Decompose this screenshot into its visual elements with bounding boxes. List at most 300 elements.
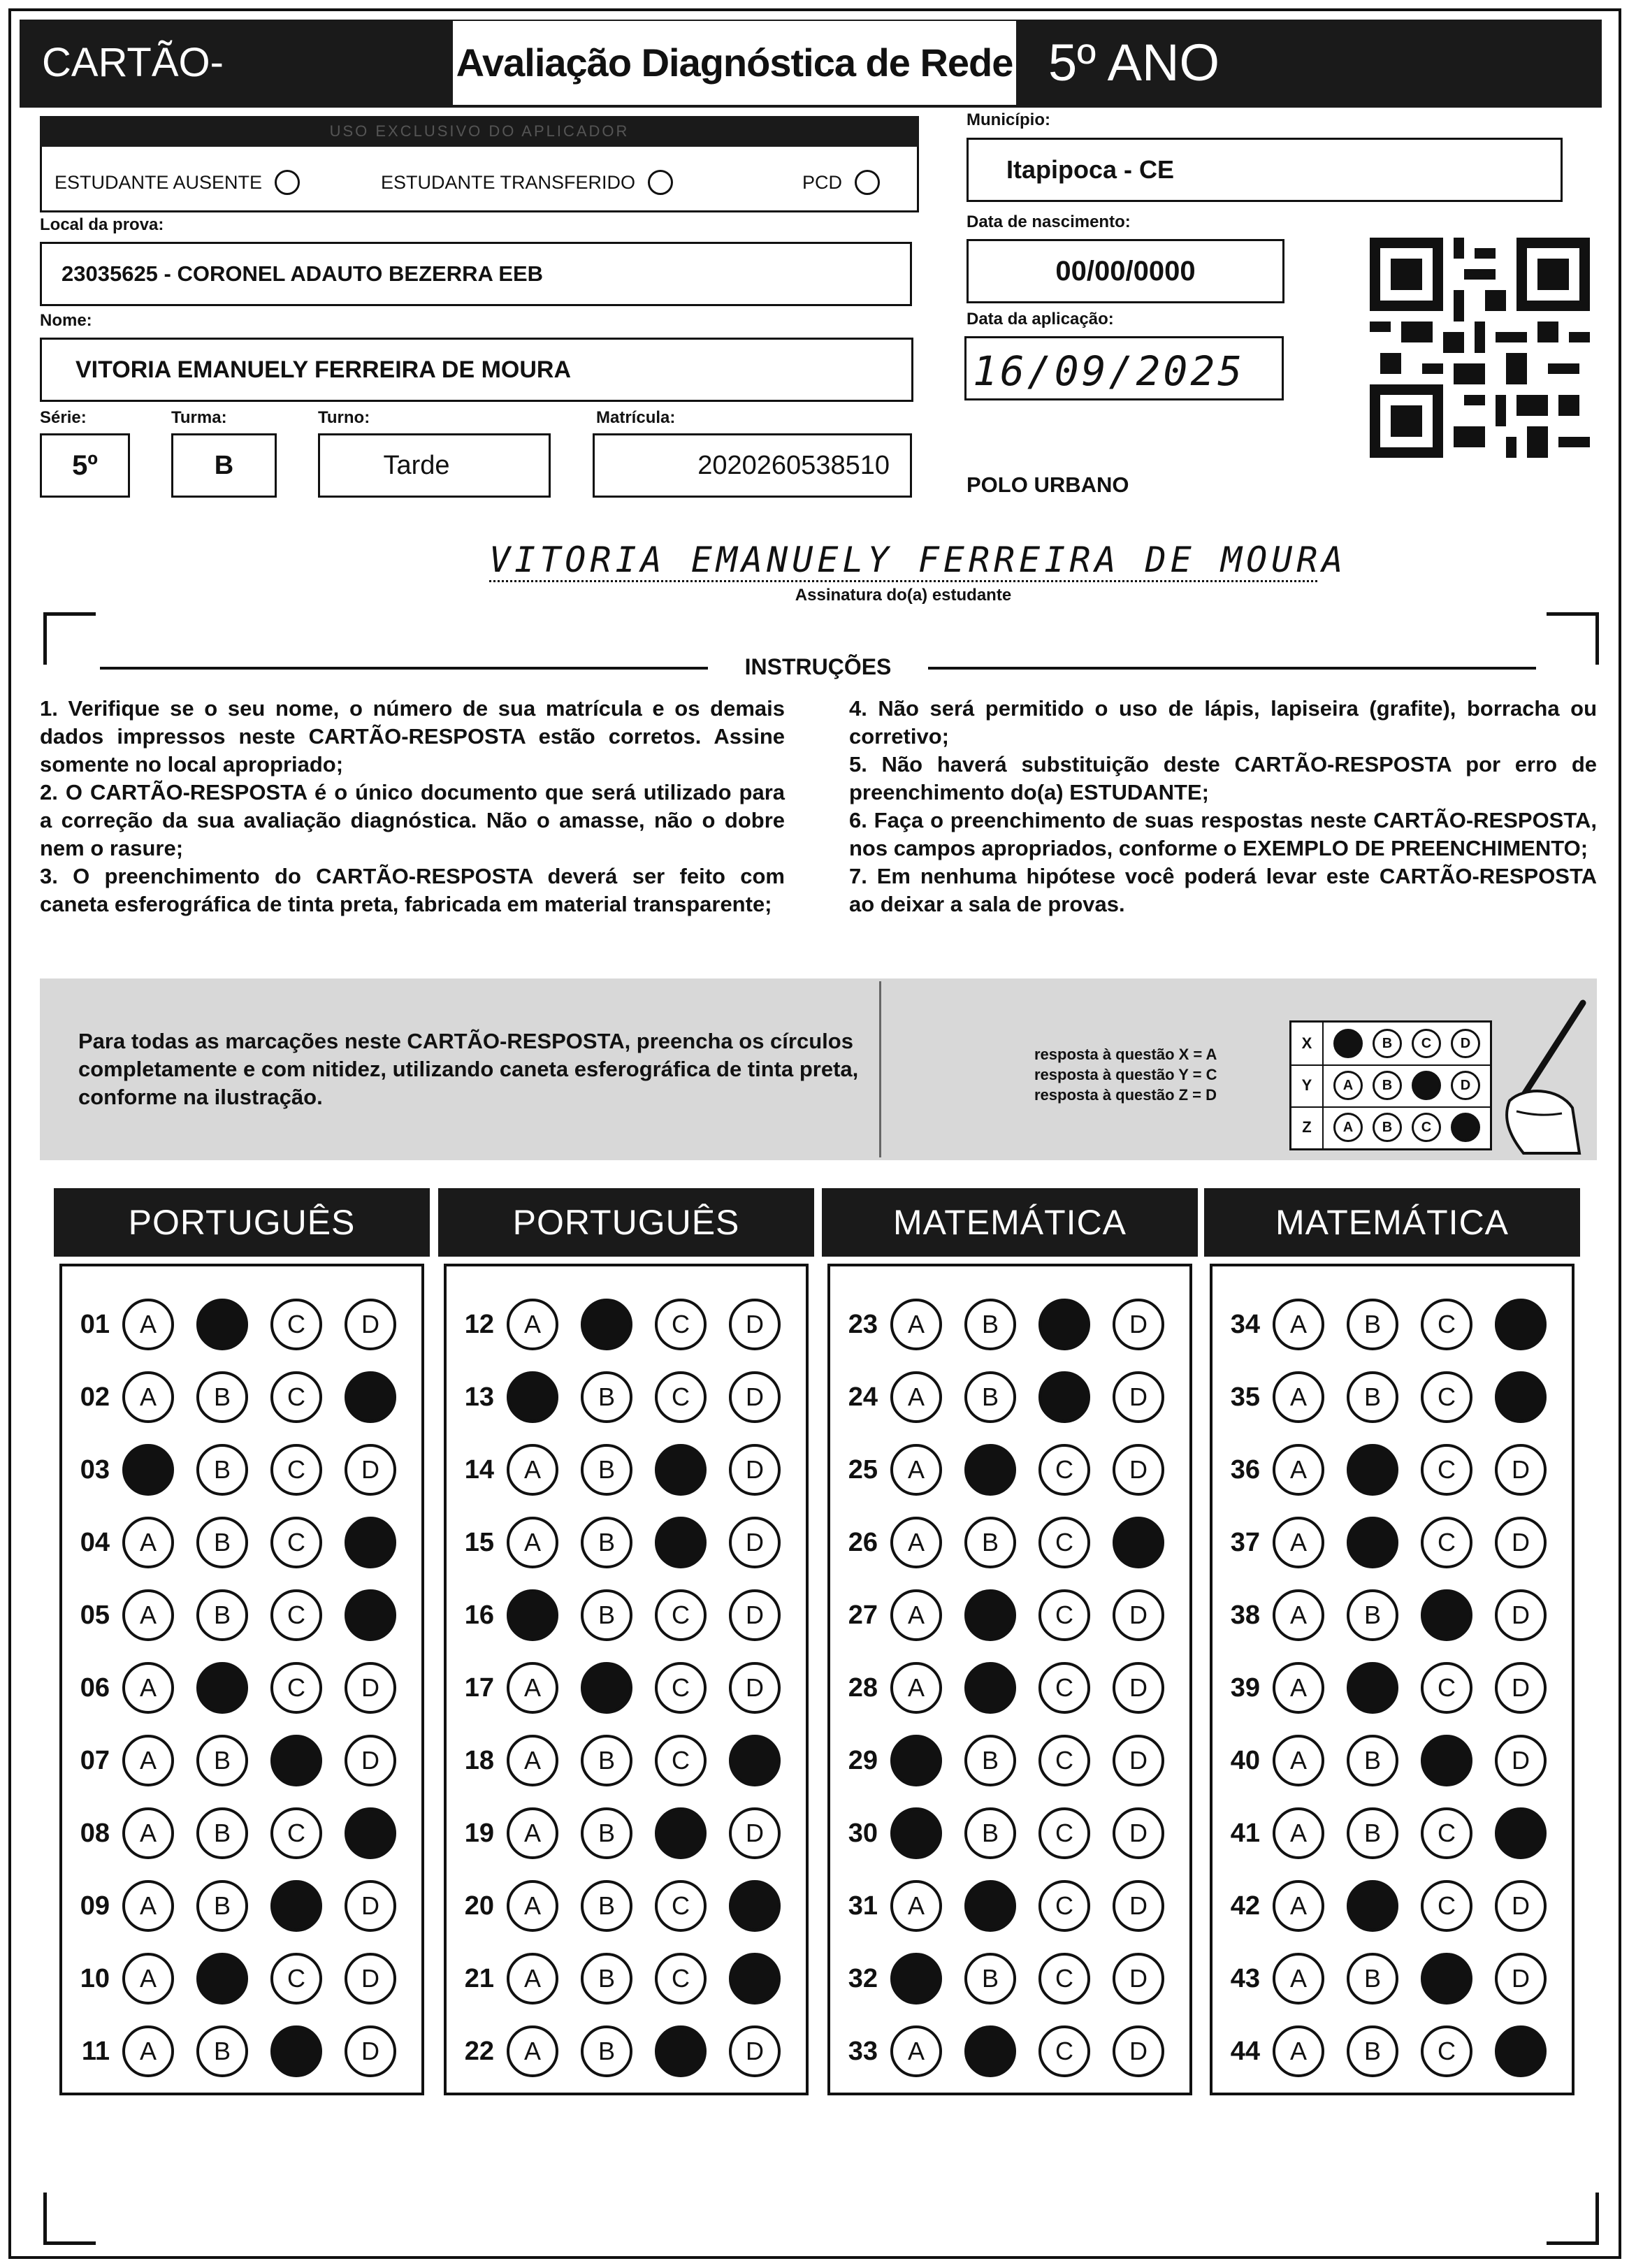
question-row [447, 1803, 781, 1863]
answer-bubble-a[interactable]: A [1273, 1807, 1324, 1859]
nome-value: VITORIA EMANUELY FERREIRA DE MOURA [75, 356, 572, 383]
answer-bubble-c[interactable]: C [1038, 1953, 1090, 2005]
question-number: 14 [464, 1454, 494, 1485]
nascimento-value: 00/00/0000 [1055, 256, 1196, 287]
answer-bubble-d[interactable] [345, 1517, 396, 1568]
example-divider [879, 981, 881, 1157]
answer-bubble-d[interactable] [729, 1880, 781, 1932]
answer-bubble-c[interactable]: C [270, 1807, 322, 1859]
answer-bubble-b[interactable]: B [196, 1589, 248, 1641]
answer-bubble-c[interactable]: C [655, 1662, 707, 1714]
answer-bubble-c[interactable]: C [1038, 1517, 1090, 1568]
answer-bubble-b[interactable]: B [1347, 1735, 1398, 1786]
answer-bubble-b[interactable]: B [964, 1735, 1016, 1786]
question-number: 35 [1230, 1382, 1260, 1412]
answer-bubble-d[interactable]: D [345, 1953, 396, 2005]
answer-bubble-d[interactable] [1495, 2025, 1547, 2077]
question-number: 02 [80, 1382, 110, 1412]
answer-bubble-d[interactable] [345, 1371, 396, 1423]
answer-bubble-c[interactable] [655, 1807, 707, 1859]
polo-label: POLO URBANO [967, 472, 1129, 497]
answer-bubble-a[interactable]: A [507, 2025, 558, 2077]
question-row [62, 1731, 396, 1791]
question-number: 30 [848, 1818, 878, 1848]
question-row [62, 1658, 396, 1718]
question-number: 05 [80, 1600, 110, 1630]
corner-mark-bottom-right [1547, 2193, 1599, 2245]
question-row [447, 1949, 781, 2009]
question-number: 01 [80, 1309, 110, 1339]
section-header: MATEMÁTICA [822, 1188, 1198, 1257]
corner-mark-top-left [43, 612, 96, 665]
question-number: 32 [848, 1963, 878, 1993]
question-number: 44 [1230, 2036, 1260, 2066]
pcd-checkbox[interactable] [855, 170, 880, 195]
answer-bubble-b[interactable]: B [581, 2025, 632, 2077]
answer-bubble-b[interactable]: B [196, 1444, 248, 1496]
answer-bubble-a[interactable]: A [507, 1953, 558, 2005]
answer-bubble-c[interactable]: C [1038, 2025, 1090, 2077]
answer-bubble-b[interactable]: B [196, 1880, 248, 1932]
turno-label: Turno: [318, 408, 370, 427]
question-row [830, 1585, 1164, 1645]
answer-bubble-d[interactable]: D [729, 1517, 781, 1568]
answer-bubble-b[interactable]: B [581, 1517, 632, 1568]
answer-bubble-a[interactable]: A [1273, 1735, 1324, 1786]
question-number: 18 [464, 1745, 494, 1775]
question-row [830, 1803, 1164, 1863]
question-row [447, 1585, 781, 1645]
matricula-value: 2020260538510 [697, 451, 890, 480]
answer-bubble-a[interactable]: A [890, 2025, 942, 2077]
answer-bubble-a[interactable]: A [1273, 1880, 1324, 1932]
answer-bubble-d[interactable]: D [1113, 1807, 1164, 1859]
answer-bubble-c[interactable]: C [270, 1953, 322, 2005]
answer-bubble-d[interactable]: D [1113, 1662, 1164, 1714]
question-row [447, 1512, 781, 1573]
question-number: 25 [848, 1454, 878, 1485]
question-row [830, 1658, 1164, 1718]
answer-bubble-a[interactable]: A [122, 2025, 174, 2077]
answer-bubble-a[interactable]: A [122, 1807, 174, 1859]
absent-option[interactable] [55, 166, 300, 198]
answer-bubble-d[interactable]: D [1113, 1444, 1164, 1496]
answer-bubble-a[interactable]: A [122, 1662, 174, 1714]
example-legend [1034, 1044, 1272, 1105]
transferred-option[interactable] [381, 166, 673, 198]
answer-bubble-c[interactable]: C [1421, 1299, 1472, 1350]
answer-bubble-d[interactable]: D [345, 1444, 396, 1496]
signature-line [489, 580, 1317, 582]
question-row [62, 1876, 396, 1936]
question-number: 08 [80, 1818, 110, 1848]
answer-bubble-b[interactable] [1347, 1880, 1398, 1932]
answer-bubble-c[interactable] [270, 1880, 322, 1932]
answer-bubble-c[interactable] [270, 2025, 322, 2077]
answer-bubble-d[interactable]: D [1113, 1589, 1164, 1641]
section-header: PORTUGUÊS [54, 1188, 430, 1257]
local-value: 23035625 - CORONEL ADAUTO BEZERRA EEB [61, 261, 544, 286]
answer-bubble-a[interactable]: A [1273, 1517, 1324, 1568]
answer-bubble-d[interactable]: D [729, 1371, 781, 1423]
answer-bubble-d[interactable]: D [1495, 1735, 1547, 1786]
question-number: 37 [1230, 1527, 1260, 1557]
answer-bubble-a[interactable] [507, 1589, 558, 1641]
example-bubble [1333, 1029, 1363, 1058]
example-bubble: A [1333, 1071, 1363, 1100]
answer-bubble-c[interactable]: C [270, 1371, 322, 1423]
answer-bubble-d[interactable]: D [1113, 2025, 1164, 2077]
question-number: 34 [1230, 1309, 1260, 1339]
question-row [830, 1440, 1164, 1500]
answer-bubble-a[interactable]: A [1273, 1299, 1324, 1350]
answer-bubble-c[interactable]: C [1421, 1807, 1472, 1859]
municipio-value: Itapipoca - CE [1006, 155, 1175, 184]
answer-bubble-b[interactable]: B [196, 1371, 248, 1423]
answer-bubble-d[interactable]: D [729, 1299, 781, 1350]
example-legend-item: resposta à questão Y = C [1034, 1066, 1217, 1083]
corner-mark-top-right [1547, 612, 1599, 665]
answer-bubble-a[interactable]: A [890, 1371, 942, 1423]
answer-bubble-c[interactable]: C [1421, 1371, 1472, 1423]
question-number: 27 [848, 1600, 878, 1630]
answer-bubble-c[interactable]: C [270, 1299, 322, 1350]
answer-bubble-d[interactable]: D [1495, 1444, 1547, 1496]
question-number: 41 [1230, 1818, 1260, 1848]
answer-bubble-c[interactable]: C [1038, 1662, 1090, 1714]
answer-bubble-b[interactable]: B [196, 1735, 248, 1786]
answer-bubble-d[interactable]: D [729, 1444, 781, 1496]
answer-bubble-b[interactable]: B [1347, 1371, 1398, 1423]
answer-bubble-a[interactable]: A [1273, 1444, 1324, 1496]
question-row [447, 2021, 781, 2081]
answer-bubble-c[interactable]: C [1421, 1444, 1472, 1496]
answer-bubble-d[interactable]: D [345, 2025, 396, 2077]
grade-title: 5º ANO [1048, 34, 1220, 92]
answer-bubble-a[interactable]: A [890, 1517, 942, 1568]
answer-bubble-c[interactable]: C [1421, 1662, 1472, 1714]
answer-bubble-a[interactable] [890, 1735, 942, 1786]
answer-bubble-a[interactable]: A [122, 1880, 174, 1932]
answer-bubble-d[interactable]: D [1495, 1953, 1547, 2005]
answer-bubble-a[interactable]: A [122, 1299, 174, 1350]
answer-bubble-c[interactable]: C [1421, 1517, 1472, 1568]
answer-bubble-b[interactable]: B [581, 1953, 632, 2005]
example-bubble [1451, 1113, 1480, 1142]
answer-bubble-d[interactable]: D [345, 1662, 396, 1714]
question-row [1212, 1367, 1547, 1427]
example-row [1291, 1064, 1490, 1108]
answer-bubble-c[interactable]: C [655, 1299, 707, 1350]
question-number: 19 [464, 1818, 494, 1848]
example-bubble: B [1373, 1029, 1402, 1058]
answer-bubble-a[interactable]: A [890, 1662, 942, 1714]
answer-bubble-d[interactable]: D [345, 1735, 396, 1786]
answer-bubble-b[interactable] [581, 1299, 632, 1350]
question-row [62, 1949, 396, 2009]
answer-bubble-b[interactable] [581, 1662, 632, 1714]
example-text: Para todas as marcações neste CARTÃO-RESPOSTA, preencha os círculos completamente e com nitidez, utilizando caneta esferográfica de tinta preta, conforme na ilustração. [78, 1029, 859, 1109]
answer-bubble-d[interactable]: D [1113, 1880, 1164, 1932]
answer-bubble-d[interactable] [1495, 1371, 1547, 1423]
answer-bubble-d[interactable]: D [1495, 1517, 1547, 1568]
answer-bubble-b[interactable]: B [1347, 1299, 1398, 1350]
answer-bubble-b[interactable] [964, 1589, 1016, 1641]
answer-bubble-b[interactable] [196, 1299, 248, 1350]
instruction-item: 5. Não haverá substituição deste CARTÃO-RESPOSTA por erro de preenchimento do(a) ESTUDANTE; [849, 752, 1597, 804]
question-number: 29 [848, 1745, 878, 1775]
serie-value: 5º [72, 450, 98, 481]
answer-bubble-c[interactable]: C [270, 1662, 322, 1714]
answer-grid [59, 1264, 424, 2095]
answer-bubble-b[interactable] [964, 1662, 1016, 1714]
answer-bubble-a[interactable]: A [507, 1444, 558, 1496]
answer-bubble-b[interactable] [964, 1880, 1016, 1932]
corner-mark-bottom-left [43, 2193, 96, 2245]
exam-title-text: Avaliação Diagnóstica de Rede [456, 41, 1013, 85]
question-row [447, 1731, 781, 1791]
question-row [62, 1512, 396, 1573]
question-row [830, 1367, 1164, 1427]
answer-bubble-a[interactable]: A [890, 1444, 942, 1496]
answer-bubble-c[interactable]: C [655, 1953, 707, 2005]
transferred-checkbox[interactable] [648, 170, 673, 195]
answer-bubble-a[interactable]: A [1273, 2025, 1324, 2077]
answer-bubble-a[interactable]: A [122, 1735, 174, 1786]
answer-bubble-c[interactable]: C [1038, 1444, 1090, 1496]
pcd-option[interactable] [802, 166, 880, 198]
answer-bubble-b[interactable] [964, 2025, 1016, 2077]
answer-bubble-c[interactable] [1421, 1589, 1472, 1641]
matricula-label: Matrícula: [596, 408, 676, 427]
instructions-rule-left [100, 667, 708, 670]
answer-bubble-a[interactable]: A [890, 1299, 942, 1350]
answer-bubble-b[interactable]: B [581, 1807, 632, 1859]
answer-bubble-c[interactable]: C [655, 1589, 707, 1641]
answer-bubble-a[interactable] [890, 1807, 942, 1859]
question-number: 13 [464, 1382, 494, 1412]
answer-bubble-a[interactable]: A [507, 1735, 558, 1786]
answer-bubble-b[interactable]: B [196, 1807, 248, 1859]
answer-bubble-c[interactable]: C [1038, 1807, 1090, 1859]
instructions-title: INSTRUÇÕES [744, 654, 892, 679]
answer-bubble-d[interactable]: D [1495, 1880, 1547, 1932]
question-number: 40 [1230, 1745, 1260, 1775]
example-row-label: Z [1291, 1106, 1324, 1148]
question-row [1212, 1440, 1547, 1500]
answer-bubble-c[interactable] [270, 1735, 322, 1786]
example-row-label: X [1291, 1023, 1324, 1064]
question-number: 09 [80, 1891, 110, 1921]
answer-bubble-b[interactable]: B [581, 1880, 632, 1932]
answer-bubble-c[interactable] [1421, 1953, 1472, 2005]
answer-grid [827, 1264, 1192, 2095]
nome-label: Nome: [40, 311, 92, 330]
instructions-right [849, 695, 1597, 918]
answer-bubble-b[interactable] [196, 1662, 248, 1714]
answer-bubble-d[interactable] [345, 1589, 396, 1641]
question-row [62, 1585, 396, 1645]
signature-caption: Assinatura do(a) estudante [795, 586, 1012, 605]
answer-bubble-a[interactable]: A [890, 1880, 942, 1932]
answer-bubble-c[interactable]: C [1038, 1589, 1090, 1641]
answer-bubble-b[interactable]: B [581, 1444, 632, 1496]
answer-bubble-b[interactable]: B [964, 1299, 1016, 1350]
answer-bubble-b[interactable]: B [1347, 1589, 1398, 1641]
transferred-label: ESTUDANTE TRANSFERIDO [381, 171, 636, 193]
answer-bubble-a[interactable] [890, 1953, 942, 2005]
answer-bubble-a[interactable] [122, 1444, 174, 1496]
answer-bubble-c[interactable]: C [270, 1517, 322, 1568]
answer-bubble-a[interactable] [507, 1371, 558, 1423]
answer-bubble-b[interactable]: B [1347, 1807, 1398, 1859]
answer-bubble-a[interactable]: A [507, 1662, 558, 1714]
answer-bubble-c[interactable]: C [1038, 1735, 1090, 1786]
question-number: 28 [848, 1673, 878, 1703]
answer-bubble-d[interactable]: D [1113, 1371, 1164, 1423]
question-number: 15 [464, 1527, 494, 1557]
answer-bubble-c[interactable]: C [655, 1371, 707, 1423]
answer-bubble-d[interactable]: D [1495, 1662, 1547, 1714]
answer-bubble-d[interactable]: D [345, 1299, 396, 1350]
absent-checkbox[interactable] [275, 170, 300, 195]
example-legend-item: resposta à questão Z = D [1034, 1086, 1217, 1104]
answer-bubble-a[interactable]: A [122, 1953, 174, 2005]
instructions-left [40, 695, 785, 918]
answer-bubble-b[interactable] [196, 1953, 248, 2005]
turno-value: Tarde [383, 451, 450, 480]
answer-bubble-d[interactable] [729, 1735, 781, 1786]
question-number: 43 [1230, 1963, 1260, 1993]
answer-bubble-b[interactable]: B [1347, 2025, 1398, 2077]
answer-bubble-b[interactable]: B [581, 1589, 632, 1641]
question-row [830, 1512, 1164, 1573]
answer-bubble-d[interactable] [729, 1953, 781, 2005]
answer-bubble-b[interactable]: B [964, 1953, 1016, 2005]
question-row [1212, 1658, 1547, 1718]
answer-bubble-c[interactable]: C [655, 1735, 707, 1786]
instruction-item: 1. Verifique se o seu nome, o número de sua matrícula e os demais dados impressos neste CARTÃO-RESPOSTA estão corretos. Assine somente no local apropriado; [40, 696, 785, 777]
question-row [447, 1876, 781, 1936]
answer-bubble-c[interactable] [1038, 1299, 1090, 1350]
question-number: 12 [464, 1309, 494, 1339]
answer-bubble-b[interactable]: B [196, 1517, 248, 1568]
question-number: 07 [80, 1745, 110, 1775]
question-row [62, 1803, 396, 1863]
hand-pen-icon [1482, 996, 1593, 1157]
question-row [830, 1294, 1164, 1355]
answer-bubble-b[interactable]: B [1347, 1953, 1398, 2005]
answer-bubble-d[interactable]: D [1495, 1589, 1547, 1641]
answer-bubble-d[interactable]: D [1113, 1953, 1164, 2005]
answer-bubble-a[interactable]: A [1273, 1662, 1324, 1714]
answer-bubble-a[interactable]: A [1273, 1589, 1324, 1641]
question-row [447, 1367, 781, 1427]
answer-bubble-c[interactable]: C [1421, 2025, 1472, 2077]
answer-bubble-a[interactable]: A [122, 1589, 174, 1641]
answer-bubble-a[interactable]: A [507, 1517, 558, 1568]
answer-bubble-a[interactable]: A [507, 1880, 558, 1932]
answer-bubble-d[interactable]: D [729, 2025, 781, 2077]
answer-bubble-c[interactable] [655, 1517, 707, 1568]
answer-bubble-c[interactable]: C [1038, 1880, 1090, 1932]
question-number: 31 [848, 1891, 878, 1921]
answer-bubble-a[interactable]: A [1273, 1953, 1324, 2005]
answer-bubble-d[interactable]: D [1113, 1299, 1164, 1350]
answer-bubble-d[interactable] [345, 1807, 396, 1859]
answer-bubble-b[interactable]: B [581, 1371, 632, 1423]
answer-bubble-d[interactable]: D [345, 1880, 396, 1932]
aplicacao-value: 16/09/2025 [973, 347, 1245, 395]
answer-bubble-d[interactable]: D [729, 1662, 781, 1714]
answer-bubble-d[interactable] [1495, 1299, 1547, 1350]
answer-bubble-b[interactable]: B [964, 1807, 1016, 1859]
answer-bubble-d[interactable]: D [729, 1589, 781, 1641]
answer-bubble-c[interactable]: C [270, 1444, 322, 1496]
answer-bubble-c[interactable]: C [1421, 1880, 1472, 1932]
instruction-item: 7. Em nenhuma hipótese você poderá levar este CARTÃO-RESPOSTA ao deixar a sala de provas. [849, 864, 1597, 916]
answer-bubble-b[interactable] [1347, 1517, 1398, 1568]
question-number: 33 [848, 2036, 878, 2066]
applicator-title: USO EXCLUSIVO DO APLICADOR [40, 116, 919, 147]
answer-bubble-c[interactable] [655, 1444, 707, 1496]
question-row [1212, 1803, 1547, 1863]
answer-bubble-b[interactable] [1347, 1662, 1398, 1714]
question-row [1212, 2021, 1547, 2081]
answer-grid [1210, 1264, 1575, 2095]
question-row [447, 1294, 781, 1355]
answer-bubble-b[interactable] [1347, 1444, 1398, 1496]
question-number: 10 [80, 1963, 110, 1993]
answer-bubble-a[interactable]: A [507, 1807, 558, 1859]
answer-bubble-d[interactable] [1113, 1517, 1164, 1568]
answer-bubble-c[interactable] [1421, 1735, 1472, 1786]
answer-bubble-a[interactable]: A [507, 1299, 558, 1350]
qr-code-icon [1370, 238, 1590, 458]
question-number: 21 [464, 1963, 494, 1993]
example-bubble: C [1412, 1029, 1441, 1058]
answer-bubble-a[interactable]: A [122, 1517, 174, 1568]
answer-bubble-d[interactable]: D [1113, 1735, 1164, 1786]
absent-label: ESTUDANTE AUSENTE [55, 171, 263, 193]
answer-bubble-c[interactable]: C [655, 1880, 707, 1932]
answer-bubble-a[interactable]: A [890, 1589, 942, 1641]
answer-bubble-d[interactable] [1495, 1807, 1547, 1859]
answer-bubble-b[interactable]: B [196, 2025, 248, 2077]
answer-bubble-d[interactable]: D [729, 1807, 781, 1859]
question-number: 42 [1230, 1891, 1260, 1921]
answer-bubble-b[interactable]: B [581, 1735, 632, 1786]
local-label: Local da prova: [40, 215, 164, 234]
answer-bubble-c[interactable] [655, 2025, 707, 2077]
answer-bubble-a[interactable]: A [122, 1371, 174, 1423]
question-number: 11 [81, 2036, 110, 2066]
answer-bubble-b[interactable] [964, 1444, 1016, 1496]
answer-bubble-a[interactable]: A [1273, 1371, 1324, 1423]
answer-bubble-c[interactable] [1038, 1371, 1090, 1423]
instruction-item: 6. Faça o preenchimento de suas respostas neste CARTÃO-RESPOSTA, nos campos apropriados, conforme o EXEMPLO DE PREENCHIMENTO; [849, 808, 1597, 860]
question-row [447, 1658, 781, 1718]
answer-bubble-b[interactable]: B [964, 1371, 1016, 1423]
question-row [62, 1367, 396, 1427]
question-number: 23 [848, 1309, 878, 1339]
answer-bubble-c[interactable]: C [270, 1589, 322, 1641]
section-header: MATEMÁTICA [1204, 1188, 1580, 1257]
question-number: 22 [464, 2036, 494, 2066]
answer-bubble-b[interactable]: B [964, 1517, 1016, 1568]
question-row [830, 1731, 1164, 1791]
aplicacao-label: Data da aplicação: [967, 310, 1114, 328]
